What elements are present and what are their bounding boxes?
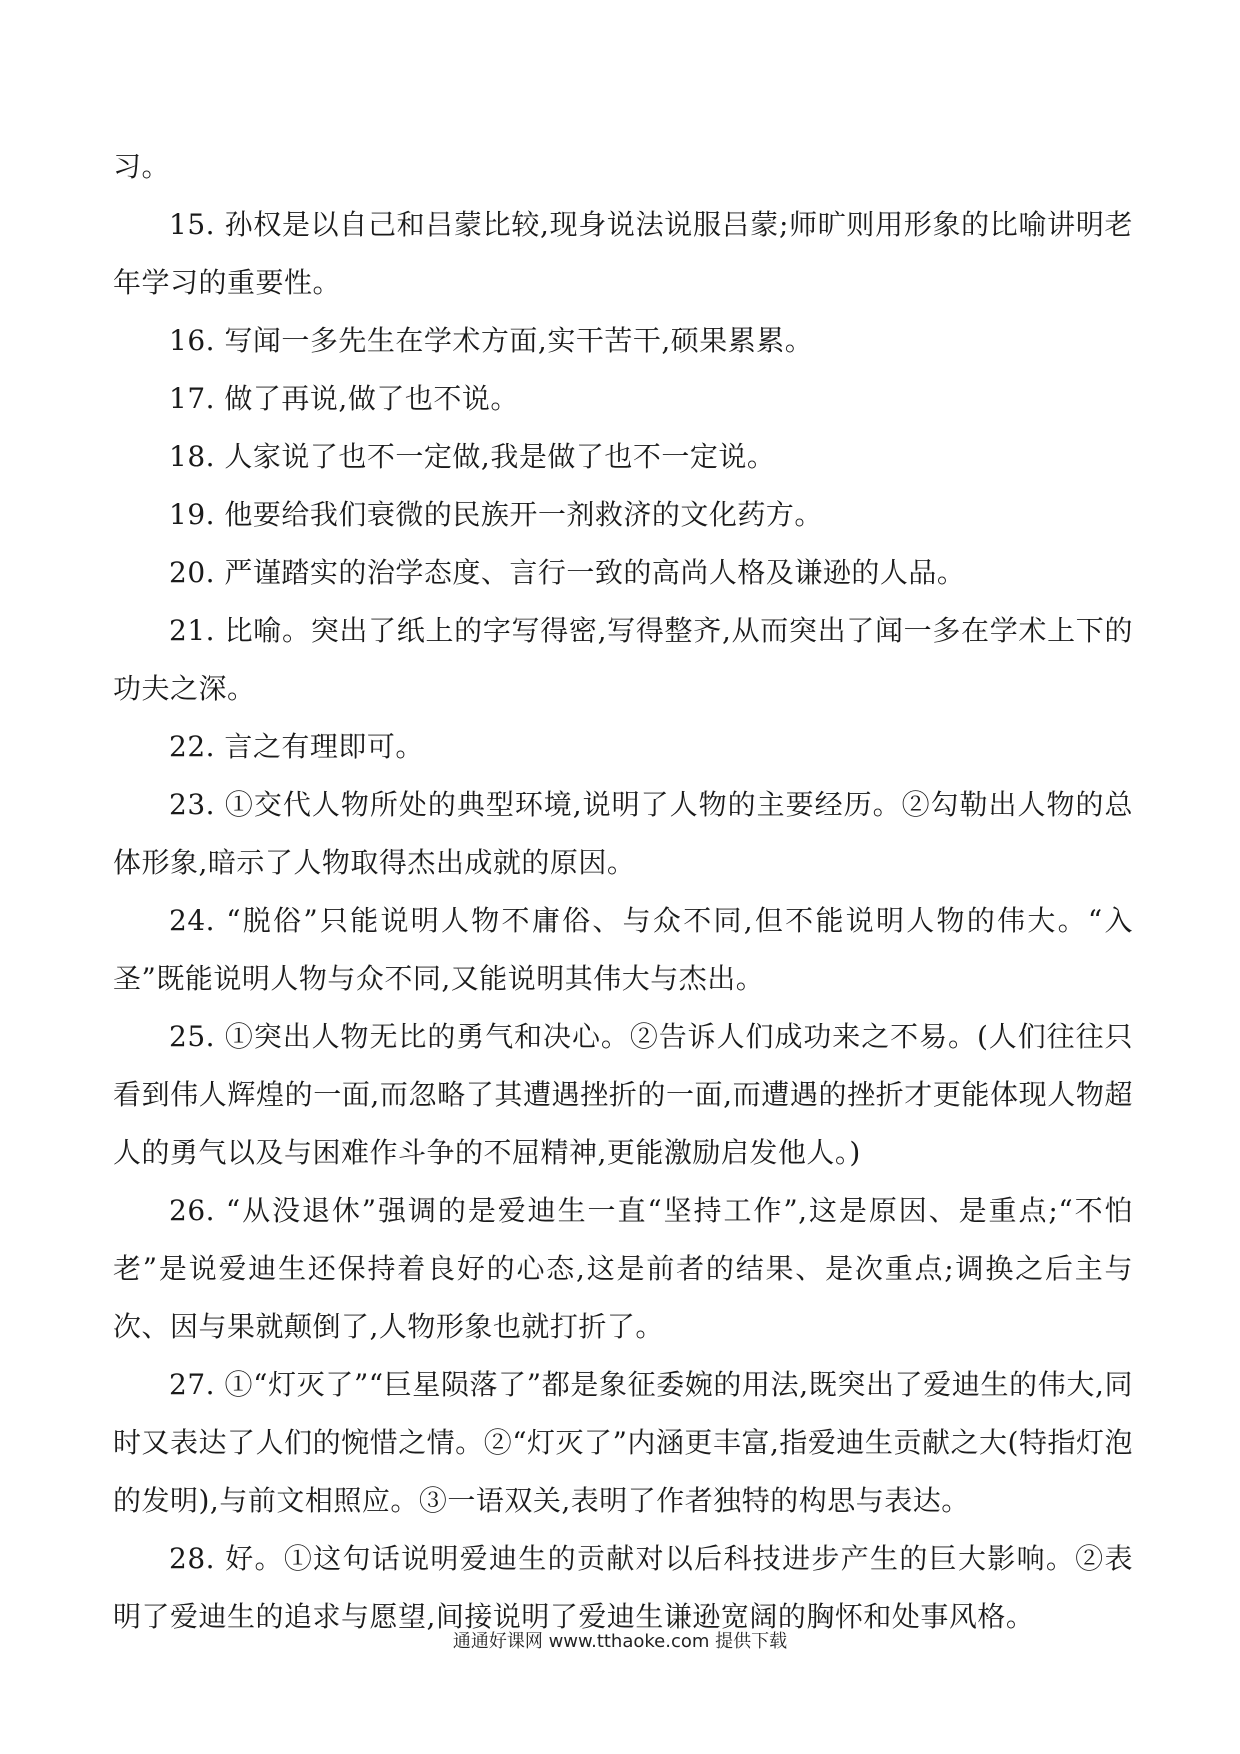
answer-paragraph: 19. 他要给我们衰微的民族开一剂救济的文化药方。 xyxy=(169,498,823,531)
answer-paragraph: 18. 人家说了也不一定做,我是做了也不一定说。 xyxy=(169,440,776,473)
answer-paragraph: 25. ①突出人物无比的勇气和决心。②告诉人们成功来之不易。(人们往往只看到伟人辉煌的一面,而忽略了其遭遇挫折的一面,而遭遇的挫折才更能体现人物超人的勇气以及与困难作斗争的不屈精神,更能激励启发他人。) xyxy=(113,1020,1133,1169)
answer-paragraph: 27. ①“灯灭了”“巨星陨落了”都是象征委婉的用法,既突出了爱迪生的伟大,同时又表达了人们的惋惜之情。②“灯灭了”内涵更丰富,指爱迪生贡献之大(特指灯泡的发明),与前文相照应。③一语双关,表明了作者独特的构思与表达。 xyxy=(113,1368,1133,1517)
answer-paragraph: 21. 比喻。突出了纸上的字写得密,写得整齐,从而突出了闻一多在学术上下的功夫之深。 xyxy=(113,614,1133,705)
answer-paragraph: 20. 严谨踏实的治学态度、言行一致的高尚人格及谦逊的人品。 xyxy=(169,556,966,589)
answer-paragraph: 17. 做了再说,做了也不说。 xyxy=(169,382,519,415)
answer-paragraph: 习。 xyxy=(113,150,171,183)
answer-paragraph: 23. ①交代人物所处的典型环境,说明了人物的主要经历。②勾勒出人物的总体形象,暗示了人物取得杰出成就的原因。 xyxy=(113,788,1133,879)
answer-paragraph: 15. 孙权是以自己和吕蒙比较,现身说法说服吕蒙;师旷则用形象的比喻讲明老年学习的重要性。 xyxy=(113,208,1133,299)
answer-paragraph: 24. “脱俗”只能说明人物不庸俗、与众不同,但不能说明人物的伟大。“入圣”既能说明人物与众不同,又能说明其伟大与杰出。 xyxy=(113,904,1133,995)
answer-paragraph: 26. “从没退休”强调的是爱迪生一直“坚持工作”,这是原因、是重点;“不怕老”是说爱迪生还保持着良好的心态,这是前者的结果、是次重点;调换之后主与次、因与果就颠倒了,人物形象也就打折了。 xyxy=(113,1194,1133,1343)
answer-content xyxy=(113,138,1133,1646)
footer-text: 通通好课网 www.tthaoke.com 提供下载 xyxy=(452,1631,788,1652)
answer-paragraph: 22. 言之有理即可。 xyxy=(169,730,424,763)
answer-paragraph: 28. 好。①这句话说明爱迪生的贡献对以后科技进步产生的巨大影响。②表明了爱迪生的追求与愿望,间接说明了爱迪生谦逊宽阔的胸怀和处事风格。 xyxy=(113,1542,1133,1633)
answer-paragraph: 16. 写闻一多先生在学术方面,实干苦干,硕果累累。 xyxy=(169,324,814,357)
